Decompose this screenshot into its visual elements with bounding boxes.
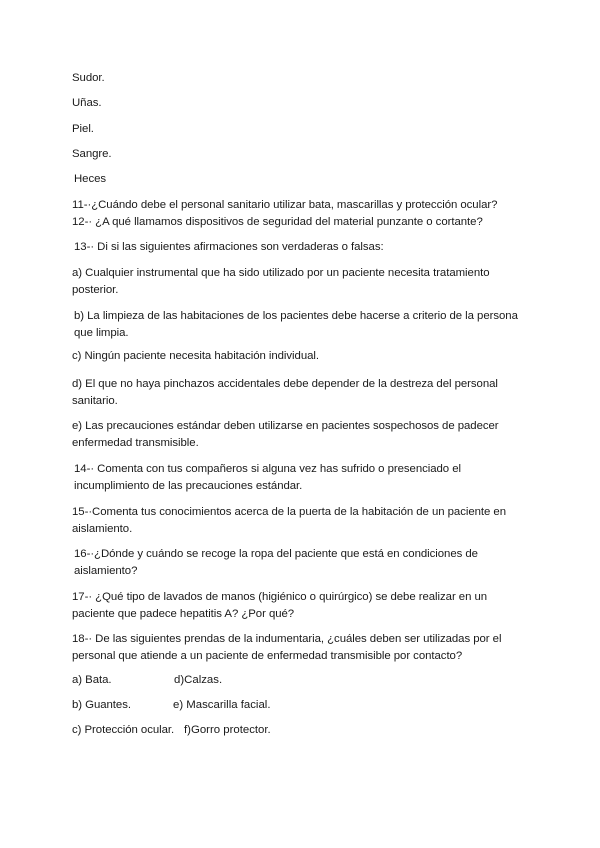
option-c: c) Protección ocular. (72, 724, 175, 736)
statement-13b: b) La limpieza de las habitaciones de los pacientes debe hacerse a criterio de la persona que limpia. (74, 310, 518, 339)
list-item-sangre: Sangre. (72, 148, 112, 160)
option-b: b) Guantes. (72, 699, 131, 711)
option-d: d)Calzas. (174, 674, 223, 686)
option-a: a) Bata. (72, 674, 112, 686)
statement-13c: c) Ningún paciente necesita habitación individual. (72, 350, 319, 362)
question-16: 16-·¿Dónde y cuándo se recoge la ropa del paciente que está en condiciones de aislamiento? (74, 548, 478, 577)
option-e: e) Mascarilla facial. (173, 699, 271, 711)
list-item-piel: Piel. (72, 123, 94, 135)
question-13: 13-· Di si las siguientes afirmaciones son verdaderas o falsas: (74, 241, 384, 253)
option-f: f)Gorro protector. (184, 724, 271, 736)
question-12: 12-· ¿A qué llamamos dispositivos de seguridad del material punzante o cortante? (72, 216, 483, 228)
question-17: 17-· ¿Qué tipo de lavados de manos (higiénico o quirúrgico) se debe realizar en un paciente que padece hepatitis A? ¿Por qué? (72, 591, 488, 620)
statement-13a: a) Cualquier instrumental que ha sido utilizado por un paciente necesita tratamiento posterior. (72, 267, 490, 296)
statement-13d: d) El que no haya pinchazos accidentales debe depender de la destreza del personal sanitario. (72, 378, 498, 407)
list-item-unas: Uñas. (72, 97, 102, 109)
question-18: 18-· De las siguientes prendas de la indumentaria, ¿cuáles deben ser utilizadas por el personal que atiende a un paciente de enfermedad transmisible por contacto? (72, 633, 502, 662)
list-item-heces: Heces (74, 173, 107, 185)
question-15: 15-·Comenta tus conocimientos acerca de la puerta de la habitación de un paciente en aislamiento. (72, 506, 506, 535)
question-11: 11-·¿Cuándo debe el personal sanitario utilizar bata, mascarillas y protección ocular? (72, 199, 498, 211)
statement-13e: e) Las precauciones estándar deben utilizarse en pacientes sospechosos de padecer enfermedad transmisible. (72, 420, 499, 449)
question-14: 14-· Comenta con tus compañeros si alguna vez has sufrido o presenciado el incumplimiento de las precauciones estándar. (74, 463, 461, 492)
list-item-sudor: Sudor. (72, 72, 105, 84)
